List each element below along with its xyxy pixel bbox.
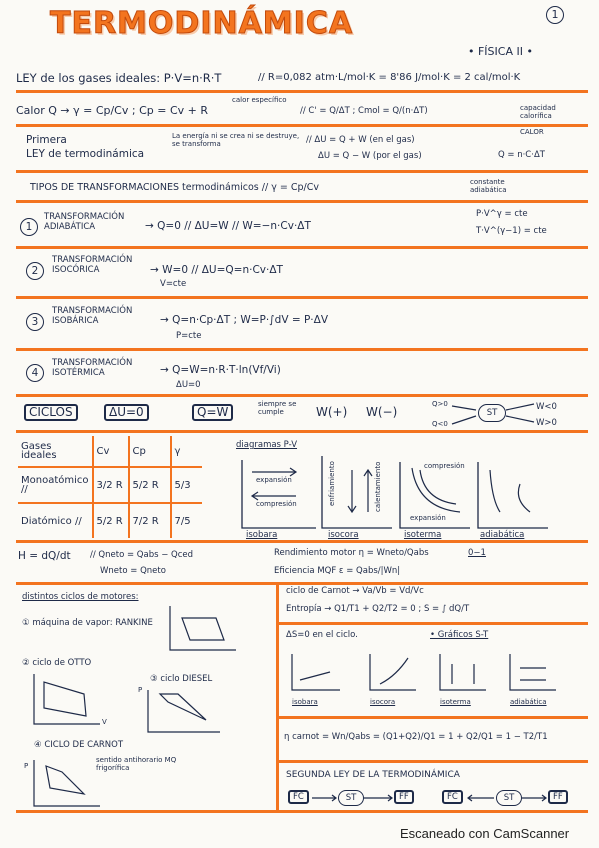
carnot-cycle: ciclo de Carnot → Va/Vb = Vd/Vc xyxy=(286,586,424,596)
diagram-label-isobara: isobara xyxy=(246,530,278,540)
st-label-isobara: isobara xyxy=(292,698,318,706)
trans-1-name: TRANSFORMACIÓN ADIABÁTICA xyxy=(44,212,125,232)
isochore-cooling: enfriamiento xyxy=(328,461,336,506)
heat-negative: Q<0 xyxy=(432,420,448,428)
page-title: TERMODINÁMICA xyxy=(50,6,354,41)
net-work: Wneto = Qneto xyxy=(100,566,166,576)
chain1-st: ST xyxy=(338,790,364,806)
table-cell: Diatómico // xyxy=(18,503,93,538)
otto-v-axis: V xyxy=(102,718,107,726)
trans-2-sub: V=cte xyxy=(160,279,187,289)
subject-label: • FÍSICA II • xyxy=(468,45,533,58)
chain1-fc: FC xyxy=(288,790,309,804)
page-number: 1 xyxy=(546,6,564,24)
st-label-adiabatica: adiabática xyxy=(510,698,547,706)
cycles-note: siempre se cumple xyxy=(258,400,297,416)
trans-1-number: 1 xyxy=(20,218,38,236)
table-cell: 5/2 R xyxy=(93,503,129,538)
trans-3-eq: → Q=n·Cp·ΔT ; W=P·∫dV = P·ΔV xyxy=(160,314,329,326)
trans-3-sub: P=cte xyxy=(176,331,202,341)
diesel-p-axis: P xyxy=(138,686,143,694)
trans-1-eq: → Q=0 // ΔU=W // W=−n·Cv·ΔT xyxy=(145,220,311,232)
first-law-label-2: LEY de termodinámica xyxy=(26,148,145,160)
trans-4-number: 4 xyxy=(26,364,44,382)
table-header-cp: Cp xyxy=(129,436,171,467)
trans-3-number: 3 xyxy=(26,313,44,331)
efficiency-range: 0−1 xyxy=(468,548,486,558)
cycles-label: CICLOS xyxy=(24,404,78,421)
isochore-heating: calentamiento xyxy=(374,461,382,512)
engine-carnot: ④ CICLO DE CARNOT xyxy=(34,740,124,750)
entropy-formula: Entropía → Q1/T1 + Q2/T2 = 0 ; S = ∫ dQ/T xyxy=(286,604,470,614)
table-cell: 3/2 R xyxy=(93,467,129,503)
table-cell: 7/2 R xyxy=(129,503,171,538)
first-law-label-1: Primera xyxy=(26,134,67,146)
table-header-cv: Cv xyxy=(93,436,129,467)
second-law-title: SEGUNDA LEY DE LA TERMODINÁMICA xyxy=(286,770,460,780)
energy-note: La energía ni se crea ni se destruye, se transforma xyxy=(172,132,300,148)
capacity-note: capacidad calorífica xyxy=(520,104,556,120)
table-header-gamma: γ xyxy=(171,436,202,467)
engine-otto: ② ciclo de OTTO xyxy=(22,658,92,668)
trans-4-eq: → Q=W=n·R·T·ln(Vf/Vi) xyxy=(160,364,281,376)
calor-label: CALOR xyxy=(520,128,544,136)
mqf-efficiency: Eficiencia MQF ε = Qabs/|Wn| xyxy=(274,566,401,576)
calor-eq: Q = n·C·ΔT xyxy=(498,150,545,160)
table-cell: 7/5 xyxy=(171,503,202,538)
heat-flux: H = dQ/dt xyxy=(18,550,71,562)
table-cell: Monoatómico // xyxy=(18,467,93,503)
isotherm-compression: compresión xyxy=(424,462,465,470)
trans-1-extra-1: P·V^γ = cte xyxy=(476,209,528,219)
cycles-du: ΔU=0 xyxy=(104,404,149,421)
first-law-eq-2: ΔU = Q − W (por el gas) xyxy=(318,151,422,161)
chain2-fc: FC xyxy=(442,790,463,804)
types-heading: TIPOS DE TRANSFORMACIONES termodinámicos // γ = Cp/Cv xyxy=(30,182,319,193)
entropy-cycle: ΔS=0 en el ciclo. xyxy=(286,630,358,640)
st-label-isocora: isocora xyxy=(370,698,396,706)
gamma-formula: Calor Q → γ = Cp/Cv ; Cp = Cv + R xyxy=(16,104,208,117)
engine-diesel: ③ ciclo DIESEL xyxy=(150,674,213,684)
diagram-label-adiabatica: adiabática xyxy=(480,530,525,540)
cycles-qw: Q=W xyxy=(192,404,233,421)
st-label-isoterma: isoterma xyxy=(440,698,471,706)
table-header-gases: Gases ideales xyxy=(21,441,57,461)
carnot-efficiency: η carnot = Wn/Qabs = (Q1+Q2)/Q1 = 1 + Q2/Q1 = 1 − T2/T1 xyxy=(284,732,548,742)
adiabatic-constant-note: constante adiabática xyxy=(470,178,507,194)
net-heat: // Qneto = Qabs − Qced xyxy=(90,550,194,560)
trans-4-name: TRANSFORMACIÓN ISOTÉRMICA xyxy=(52,358,133,378)
heat-positive: Q>0 xyxy=(432,400,448,408)
trans-4-sub: ΔU=0 xyxy=(176,380,201,390)
carnot-p-axis: P xyxy=(24,762,29,770)
scanner-watermark: Escaneado con CamScanner xyxy=(400,826,570,841)
table-cell: 5/2 R xyxy=(129,467,171,503)
chain2-st: ST xyxy=(496,790,522,806)
isobar-expansion: expansión xyxy=(256,476,292,484)
chain2-ff: FF xyxy=(548,790,568,804)
trans-2-name: TRANSFORMACIÓN ISOCÓRICA xyxy=(52,255,133,275)
trans-1-extra-2: T·V^(γ−1) = cte xyxy=(476,226,547,236)
diagram-label-isoterma: isoterma xyxy=(404,530,442,540)
work-positive: W(+) xyxy=(316,405,348,419)
work-less-zero: W<0 xyxy=(536,402,557,412)
trans-2-eq: → W=0 // ΔU=Q=n·Cv·ΔT xyxy=(150,264,283,276)
specific-heat-note: calor específico xyxy=(232,96,287,104)
trans-2-number: 2 xyxy=(26,262,44,280)
carnot-note: sentido antihorario MQ frigorífica xyxy=(96,756,177,772)
chain1-ff: FF xyxy=(394,790,414,804)
diagram-label-isocora: isocora xyxy=(328,530,359,540)
gas-law: LEY de los gases ideales: P·V=n·R·T xyxy=(16,71,222,85)
heat-capacity-formula: // C' = Q/ΔT ; Cmol = Q/(n·ΔT) xyxy=(300,106,428,116)
pv-diagrams-title: diagramas P-V xyxy=(236,440,298,450)
gas-constant: // R=0,082 atm·L/mol·K = 8'86 J/mol·K = 2 cal/mol·K xyxy=(258,72,521,83)
isotherm-expansion: expansión xyxy=(410,514,446,522)
engines-title: distintos ciclos de motores: xyxy=(22,592,139,602)
st-graphs-title: • Gráficos S-T xyxy=(430,630,489,640)
table-cell: 5/3 xyxy=(171,467,202,503)
isobar-compression: compresión xyxy=(256,500,297,508)
work-greater-zero: W>0 xyxy=(536,418,557,428)
motor-efficiency: Rendimiento motor η = Wneto/Qabs xyxy=(274,548,429,558)
divider-bottom xyxy=(16,810,588,813)
engine-rankine: ① máquina de vapor: RANKINE xyxy=(22,618,153,628)
work-negative: W(−) xyxy=(366,405,398,419)
trans-3-name: TRANSFORMACIÓN ISOBÁRICA xyxy=(52,306,133,326)
st-circle: ST xyxy=(478,404,506,422)
first-law-eq-1: // ΔU = Q + W (en el gas) xyxy=(306,135,415,145)
